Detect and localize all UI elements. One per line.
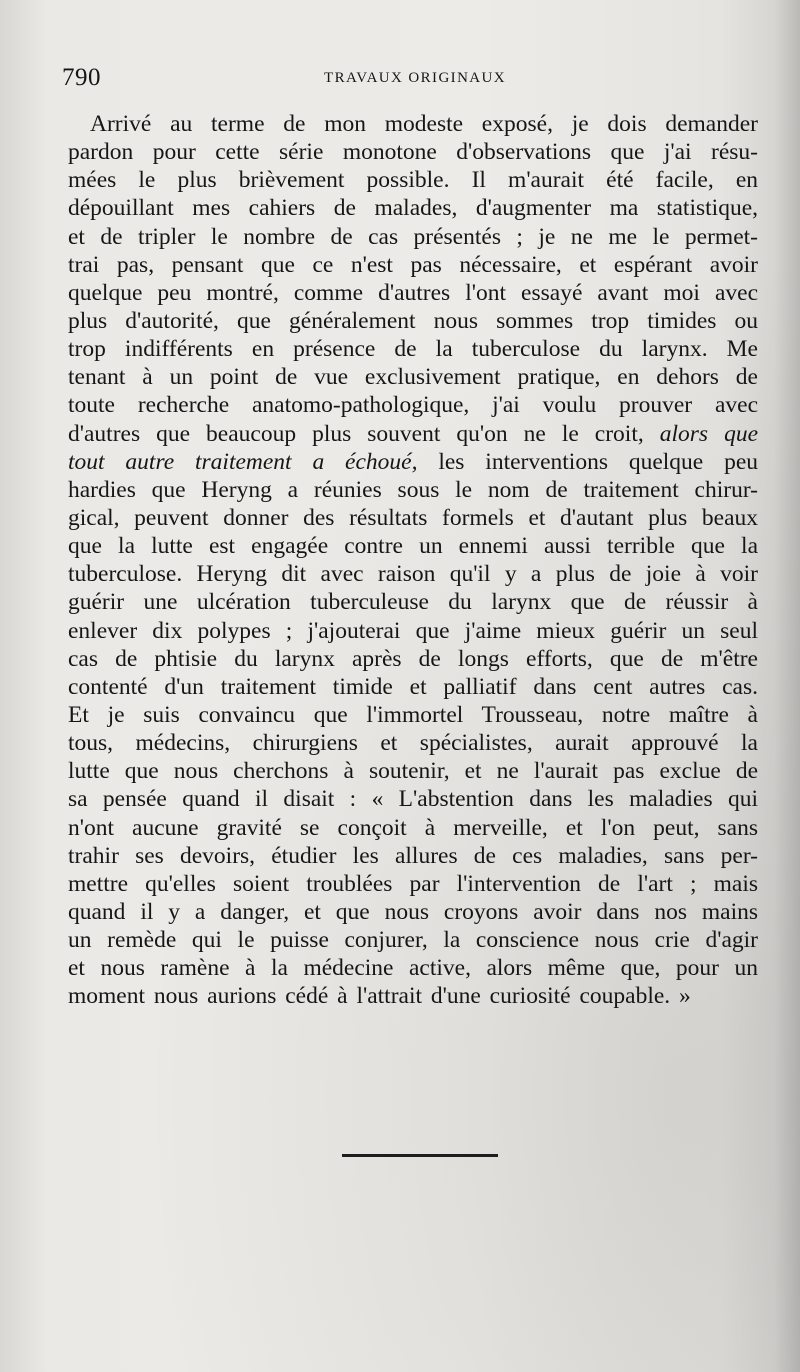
- text-line: mettre qu'elles soient troublées par l'intervention de l'art ; mais: [68, 870, 758, 897]
- text-line: pardon pour cette série monotone d'observations que j'ai résu-: [68, 139, 758, 166]
- text-line: quelque peu montré, comme d'autres l'ont essayé avant moi avec: [68, 279, 758, 306]
- text-line: trop indifférents en présence de la tuberculose du larynx. Me: [68, 336, 758, 363]
- text-line: n'ont aucune gravité se conçoit à merveille, et l'on peut, sans: [68, 814, 758, 841]
- running-title: TRAVAUX ORIGINAUX: [324, 70, 507, 86]
- text-line: que la lutte est engagée contre un ennemi aussi terrible que la: [68, 533, 758, 560]
- text-line: tous, médecins, chirurgiens et spécialistes, aurait approuvé la: [68, 730, 758, 757]
- page-number: 790: [62, 64, 101, 91]
- body-paragraph: [68, 110, 758, 1011]
- text-line: dépouillant mes cahiers de malades, d'augmenter ma statistique,: [68, 195, 758, 222]
- text-line-with-italic: [68, 420, 758, 448]
- section-end-rule: [342, 1154, 498, 1157]
- text-line: guérir une ulcération tuberculeuse du larynx que de réussir à: [68, 589, 758, 616]
- italic-phrase: tout autre traitement a échoué,: [68, 448, 418, 475]
- text-line: hardies que Heryng a réunies sous le nom de traitement chirur-: [68, 476, 758, 503]
- text-line: tuberculose. Heryng dit avec raison qu'il y a plus de joie à voir: [68, 561, 758, 588]
- text-line: Arrivé au terme de mon modeste exposé, je dois demander: [90, 111, 758, 137]
- text-line: Et je suis convaincu que l'immortel Trousseau, notre maître à: [68, 701, 758, 728]
- text-line: un remède qui le puisse conjurer, la conscience nous crie d'agir: [68, 927, 758, 954]
- text-line: et de tripler le nombre de cas présentés ; je ne me le permet-: [68, 223, 758, 250]
- page-edge-shadow: [774, 0, 800, 1372]
- text-line-with-italic: [68, 448, 758, 476]
- text-line: moment nous aurions cédé à l'attrait d'une curiosité coupable. »: [68, 983, 691, 1010]
- text-segment: d'autres que beaucoup plus souvent qu'on ne le croit,: [68, 420, 644, 447]
- text-line: mées le plus brièvement possible. Il m'aurait été facile, en: [68, 167, 758, 194]
- text-line: toute recherche anatomo-pathologique, j'ai voulu prouver avec: [68, 392, 758, 419]
- text-line: contenté d'un traitement timide et palliatif dans cent autres cas.: [68, 673, 758, 700]
- text-segment: les interventions quelque peu: [438, 448, 759, 475]
- text-line: gical, peuvent donner des résultats formels et d'autant plus beaux: [68, 504, 758, 531]
- text-line: tenant à un point de vue exclusivement pratique, en dehors de: [68, 364, 758, 391]
- text-line: cas de phtisie du larynx après de longs efforts, que de m'être: [68, 645, 758, 672]
- text-line: trai pas, pensant que ce n'est pas nécessaire, et espérant avoir: [68, 251, 758, 278]
- text-line: quand il y a danger, et que nous croyons avoir dans nos mains: [68, 898, 758, 925]
- italic-phrase: alors que: [659, 420, 759, 447]
- text-line: lutte que nous cherchons à soutenir, et ne l'aurait pas exclue de: [68, 758, 758, 785]
- text-line: enlever dix polypes ; j'ajouterai que j'aime mieux guérir un seul: [68, 617, 758, 644]
- text-line: trahir ses devoirs, étudier les allures de ces maladies, sans per-: [68, 842, 758, 869]
- text-line: sa pensée quand il disait : « L'abstention dans les maladies qui: [68, 786, 758, 813]
- text-line: plus d'autorité, que généralement nous sommes trop timides ou: [68, 307, 758, 334]
- text-line: et nous ramène à la médecine active, alors même que, pour un: [68, 955, 758, 982]
- running-head: [62, 64, 762, 96]
